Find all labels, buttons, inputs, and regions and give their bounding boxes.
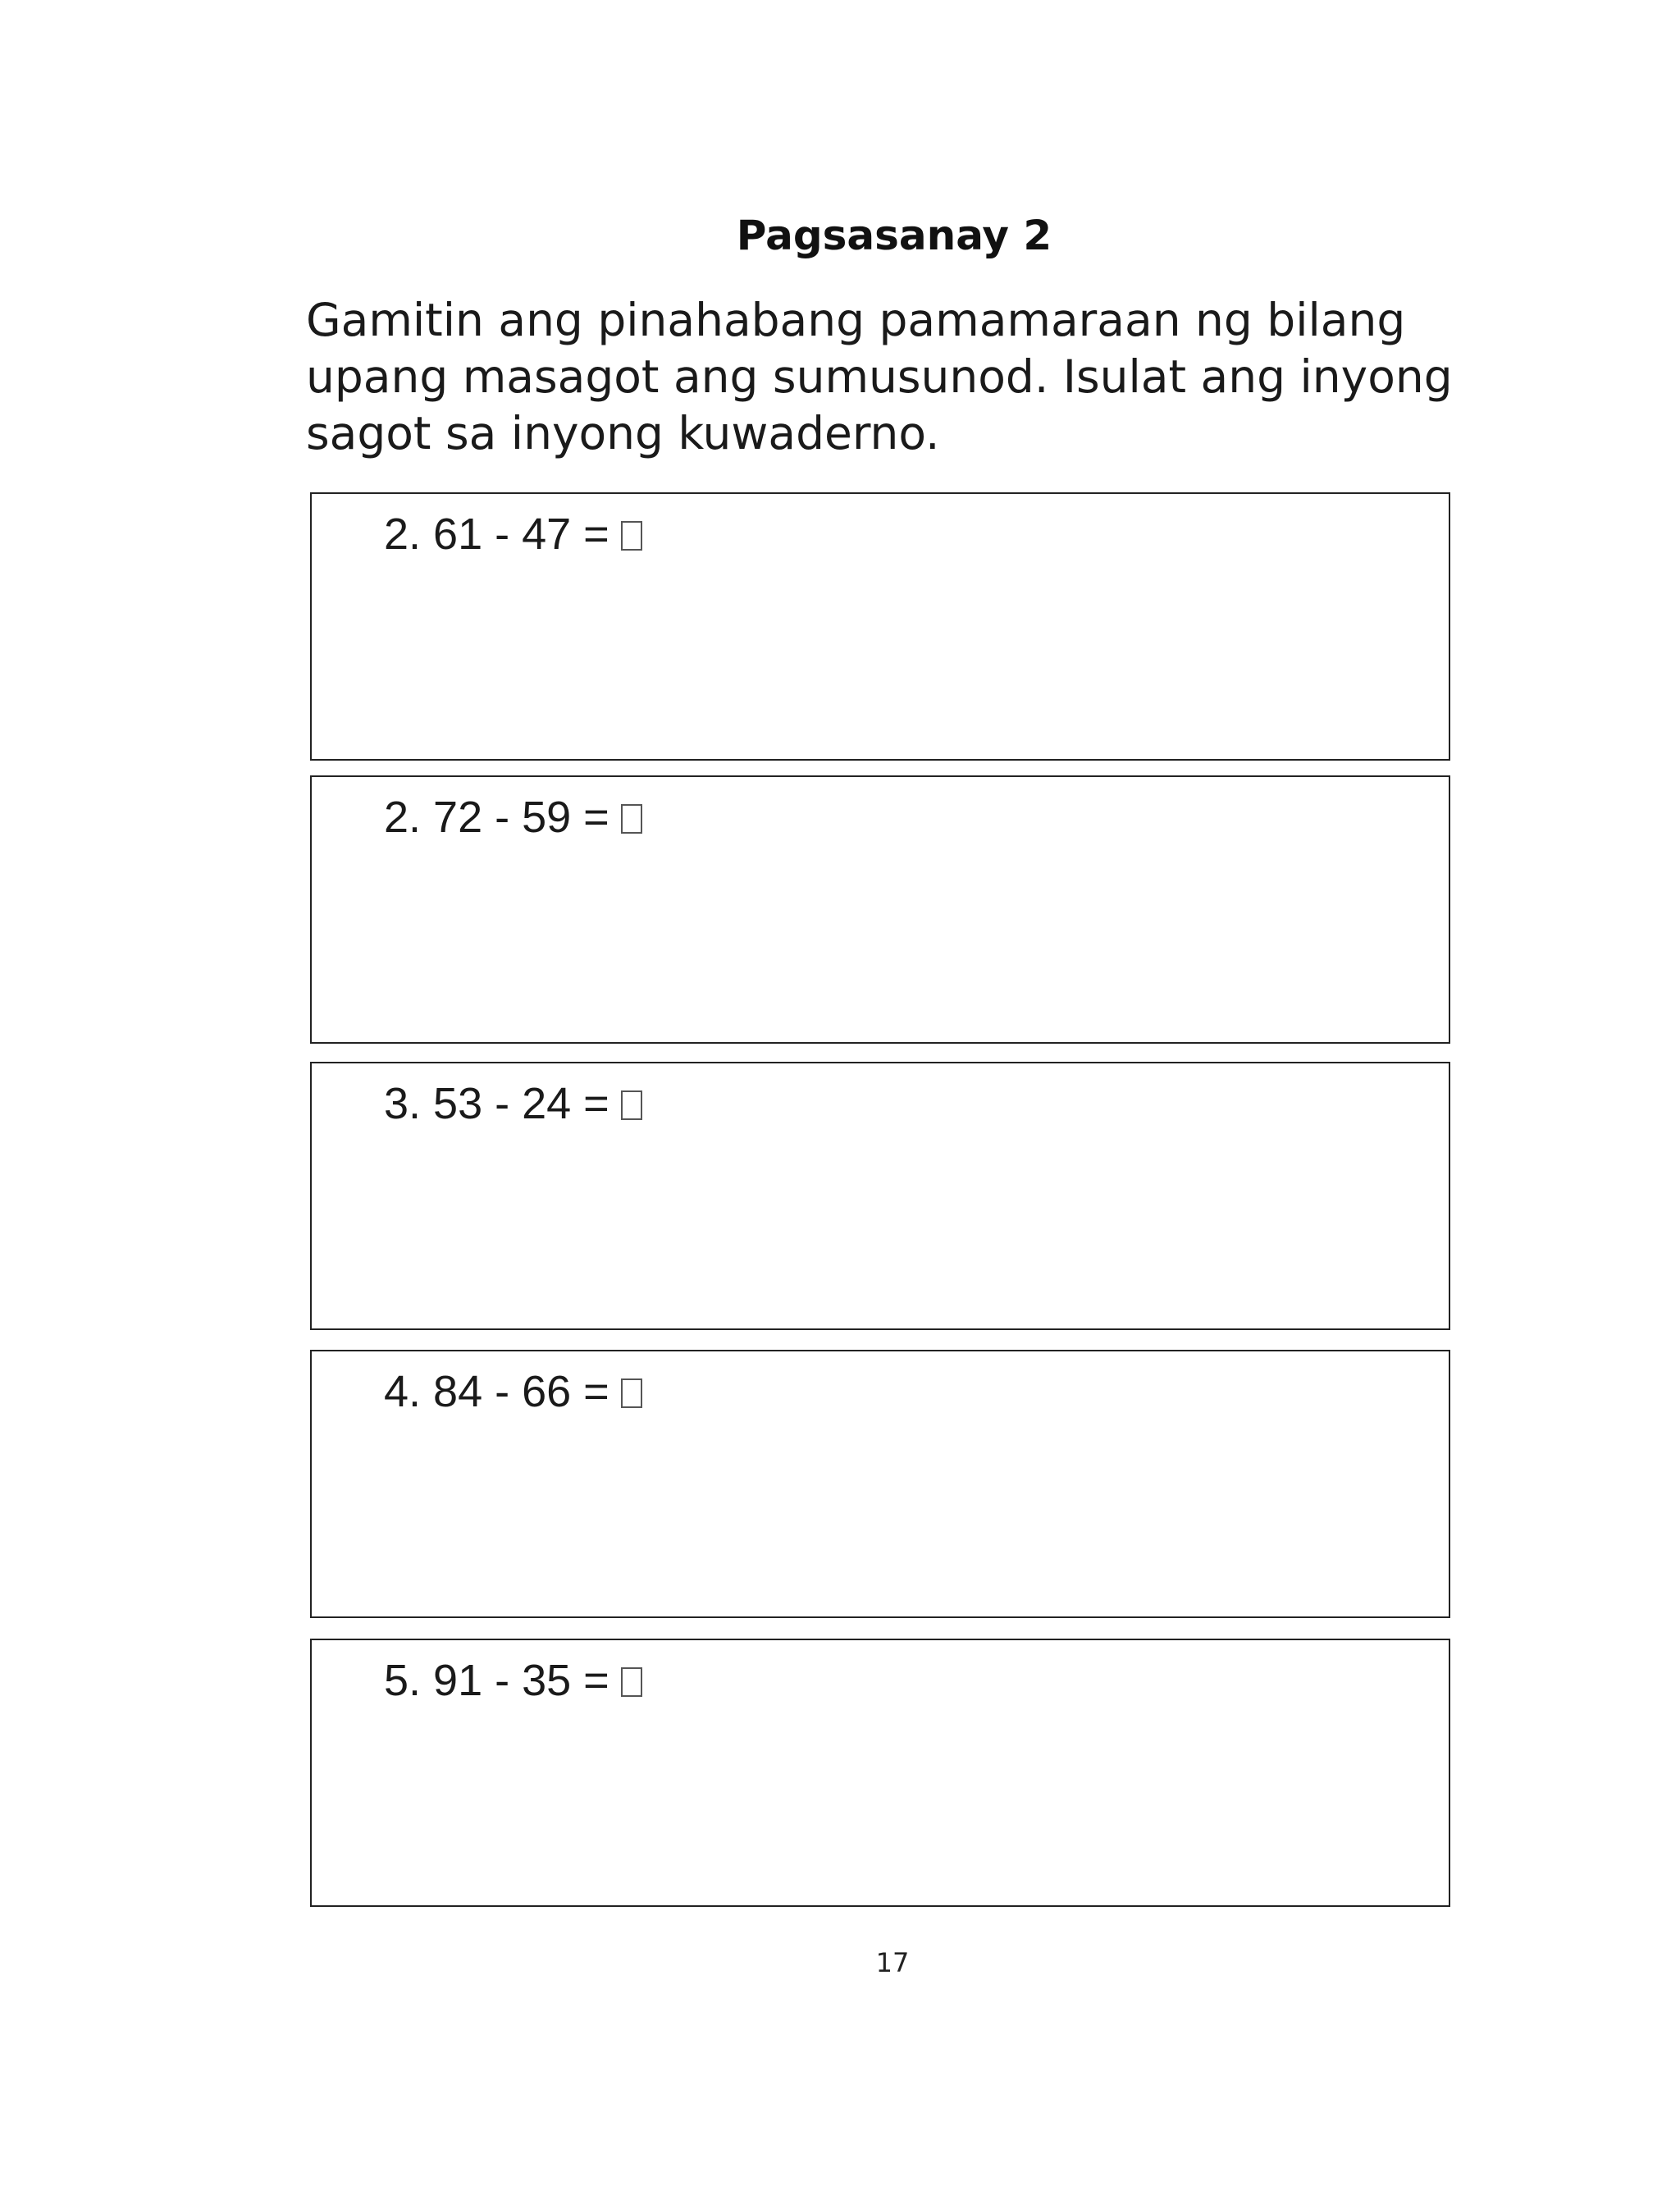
problem-text: 3. 53 - 24 = [384, 1079, 609, 1128]
problem-text: 4. 84 - 66 = [384, 1367, 609, 1416]
problem-item [384, 1075, 642, 1132]
answer-placeholder-box [621, 1378, 642, 1408]
problem-box [310, 1639, 1450, 1907]
instructions-text: Gamitin ang pinahabang pamamaraan ng bilang upang masagot ang sumusunod. Isulat ang inyong sagot sa inyong kuwaderno. [306, 294, 1453, 459]
answer-placeholder-box [621, 804, 642, 834]
page-number: 17 [875, 1947, 910, 1978]
problem-item [384, 505, 642, 563]
problem-text: 2. 72 - 59 = [384, 793, 609, 842]
problem-box [310, 492, 1450, 761]
problem-box [310, 775, 1450, 1044]
problem-box [310, 1350, 1450, 1618]
answer-placeholder-box [621, 1090, 642, 1120]
problem-text: 2. 61 - 47 = [384, 510, 609, 559]
answer-placeholder-box [621, 1667, 642, 1697]
problem-item [384, 789, 642, 846]
problem-item [384, 1363, 642, 1420]
problem-text: 5. 91 - 35 = [384, 1656, 609, 1705]
page-title: Pagsasanay 2 [736, 212, 1052, 259]
answer-placeholder-box [621, 521, 642, 551]
problem-box [310, 1062, 1450, 1330]
problem-item [384, 1652, 642, 1709]
